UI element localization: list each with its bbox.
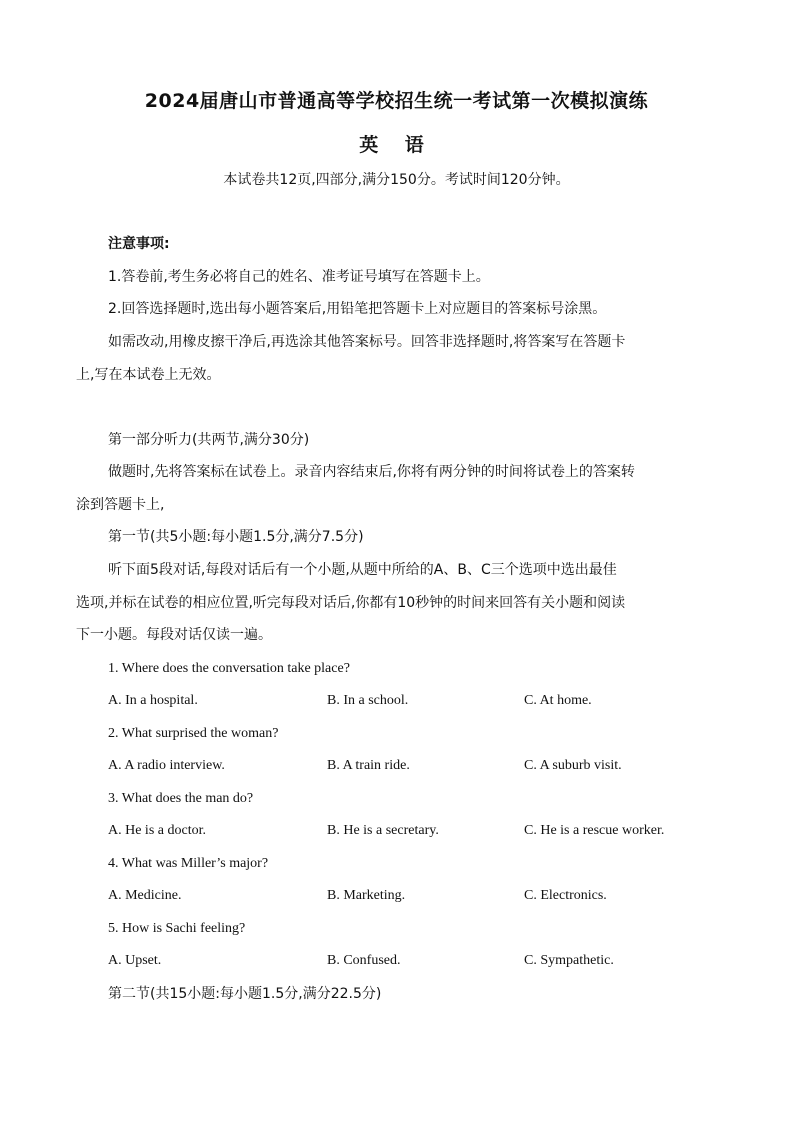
question-1-option-a: A. In a hospital. (108, 693, 198, 708)
exam-title: 2024届唐山市普通高等学校招生统一考试第一次模拟演练 (144, 90, 649, 112)
question-4-stem: 4. What was Miller’s major? (108, 856, 269, 871)
question-3-option-a: A. He is a doctor. (108, 823, 206, 838)
question-5-option-b: B. Confused. (327, 953, 401, 968)
question-3-stem: 3. What does the man do? (108, 791, 254, 806)
question-1-stem: 1. Where does the conversation take place? (108, 661, 350, 676)
question-2-option-c: C. A suburb visit. (524, 758, 622, 773)
notes-item-3-line-1: 如需改动,用橡皮擦干净后,再选涂其他答案标号。回答非选择题时,将答案写在答题卡 (108, 334, 626, 350)
part1-instructions-line-1: 做题时,先将答案标在试卷上。录音内容结束后,你将有两分钟的时间将试卷上的答案转 (108, 464, 635, 480)
question-5-option-a: A. Upset. (108, 953, 162, 968)
question-2-option-a: A. A radio interview. (108, 758, 225, 773)
notes-item-3-line-2: 上,写在本试卷上无效。 (76, 367, 221, 383)
section2-heading: 第二节(共15小题:每小题1.5分,满分22.5分) (108, 986, 382, 1002)
section1-heading: 第一节(共5小题:每小题1.5分,满分7.5分) (108, 529, 364, 545)
question-1-option-c: C. At home. (524, 693, 592, 708)
question-3-option-c: C. He is a rescue worker. (524, 823, 665, 838)
question-2-option-b: B. A train ride. (327, 758, 410, 773)
question-2-stem: 2. What surprised the woman? (108, 726, 279, 741)
notes-item-2: 2.回答选择题时,选出每小题答案后,用铅笔把答题卡上对应题目的答案标号涂黑。 (108, 301, 607, 317)
question-3-option-b: B. He is a secretary. (327, 823, 439, 838)
question-5-stem: 5. How is Sachi feeling? (108, 921, 246, 936)
question-1-option-b: B. In a school. (327, 693, 409, 708)
question-4-option-c: C. Electronics. (524, 888, 607, 903)
notes-heading: 注意事项: (108, 236, 170, 252)
exam-subject: 英 语 (359, 134, 434, 156)
part1-instructions-line-2: 涂到答题卡上, (76, 497, 165, 513)
section1-instructions-line-3: 下一小题。每段对话仅读一遍。 (76, 627, 272, 643)
section1-instructions-line-1: 听下面5段对话,每段对话后有一个小题,从题中所给的A、B、C三个选项中选出最佳 (108, 562, 617, 578)
question-4-option-a: A. Medicine. (108, 888, 182, 903)
question-4-option-b: B. Marketing. (327, 888, 406, 903)
question-5-option-c: C. Sympathetic. (524, 953, 614, 968)
section1-instructions-line-2: 选项,并标在试卷的相应位置,听完每段对话后,你都有10秒钟的时间来回答有关小题和阅读 (76, 595, 626, 611)
exam-info: 本试卷共12页,四部分,满分150分。考试时间120分钟。 (223, 172, 570, 188)
notes-item-1: 1.答卷前,考生务必将自己的姓名、准考证号填写在答题卡上。 (108, 269, 490, 285)
part1-heading: 第一部分听力(共两节,满分30分) (108, 432, 310, 448)
